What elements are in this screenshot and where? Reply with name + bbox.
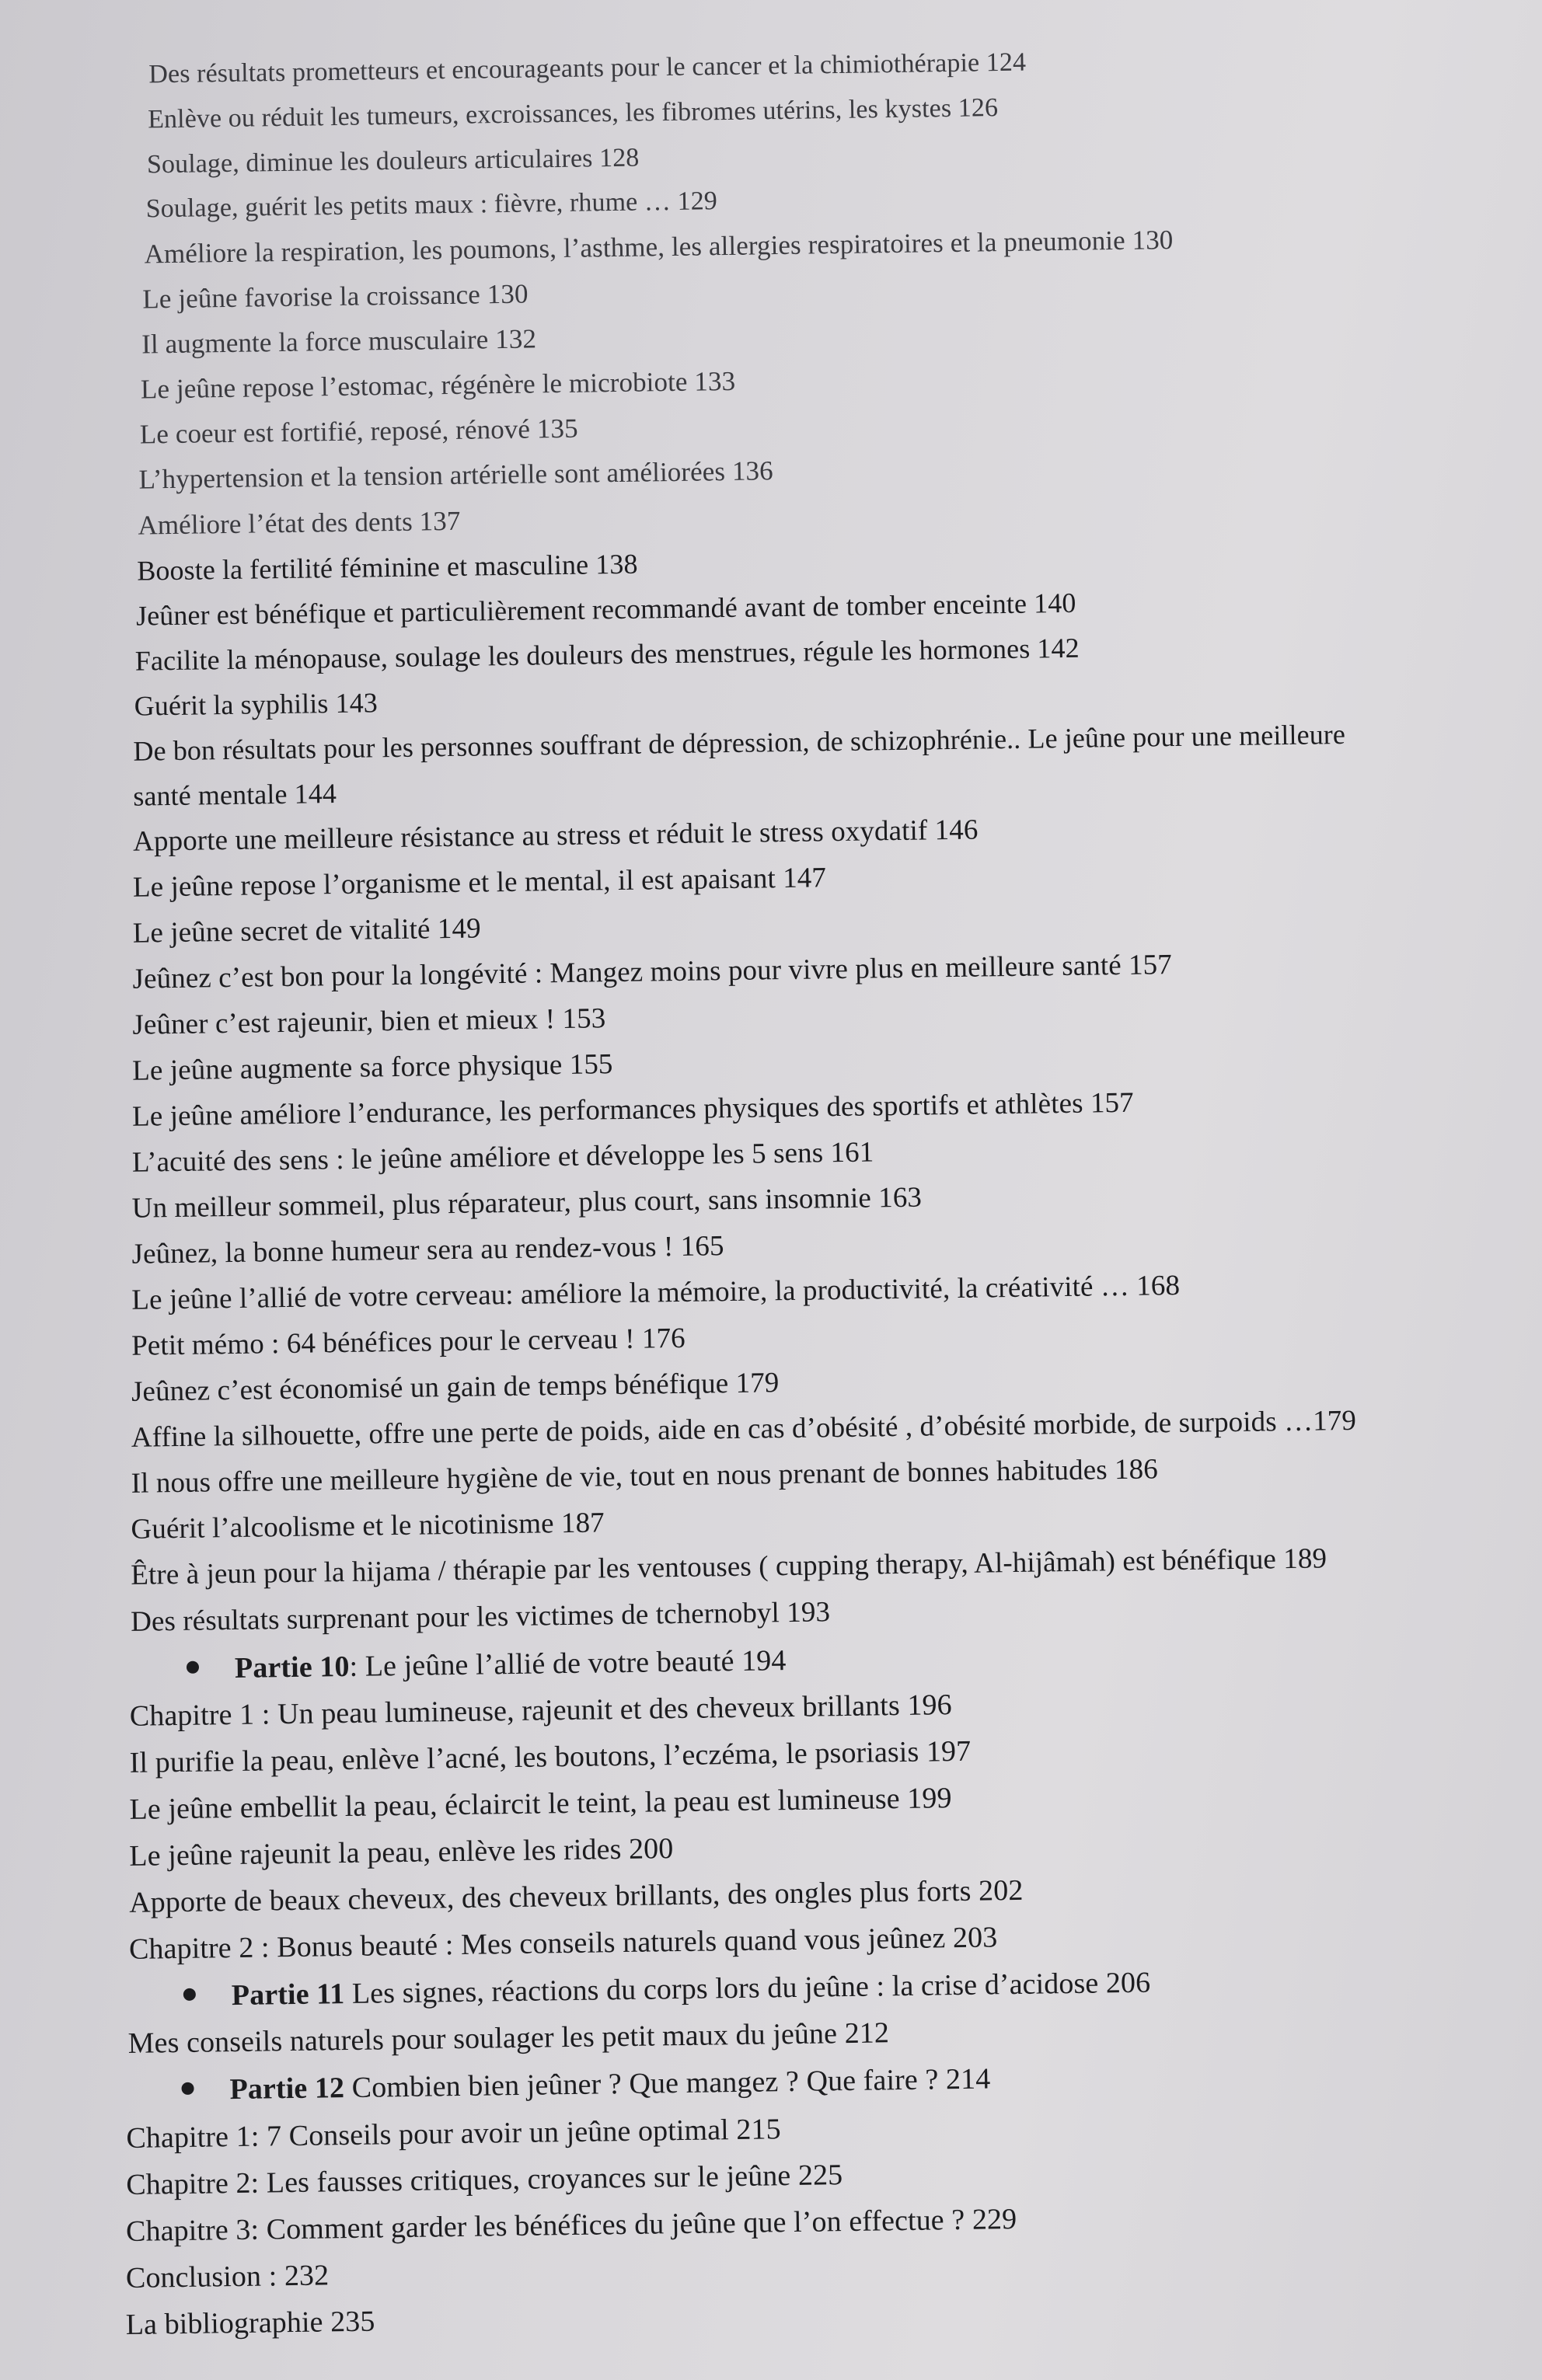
toc-entry: L’acuité des sens : le jeûne améliore et développe les 5 sens 161: [131, 1136, 874, 1179]
toc-entry: Apporte une meilleure résistance au stress et réduit le stress oxydatif 146: [132, 814, 979, 858]
toc-entry: Guérit l’alcoolisme et le nicotinisme 187: [131, 1507, 605, 1545]
bullet-icon: [187, 1661, 199, 1674]
toc-entry: De bon résultats pour les personnes souffrant de dépression, de schizophrénie.. Le jeûne pour une meilleure: [133, 718, 1346, 767]
toc-entry: Un meilleur sommeil, plus réparateur, plus court, sans insomnie 163: [131, 1181, 923, 1225]
toc-entry: Jeûnez c’est bon pour la longévité : Mangez moins pour vivre plus en meilleure santé 157: [132, 949, 1173, 995]
toc-entry: Facilite la ménopause, soulage les douleurs des menstrues, régule les hormones 142: [134, 632, 1080, 677]
toc-entry: Il purifie la peau, enlève l’acné, les boutons, l’eczéma, le psoriasis 197: [129, 1734, 972, 1779]
toc-entry: Chapitre 3: Comment garder les bénéfices du jeûne que l’on effectue ? 229: [125, 2203, 1017, 2249]
toc-entry: Il nous offre une meilleure hygiène de vie, tout en nous prenant de bonnes habitudes 186: [131, 1453, 1159, 1500]
toc-entry: Le jeûne repose l’organisme et le mental, il est apaisant 147: [132, 862, 827, 904]
toc-entry: Le jeûne secret de vitalité 149: [132, 912, 481, 950]
toc-entry: Le jeûne embellit la peau, éclaircit le teint, la peau est lumineuse 199: [129, 1782, 952, 1826]
toc-entry: Chapitre 1 : Un peau lumineuse, rajeunit et des cheveux brillants 196: [129, 1688, 953, 1733]
toc-entry: Le jeûne l’allié de votre cerveau: améliore la mémoire, la productivité, la créativité … 168: [131, 1269, 1181, 1316]
toc-entry: Booste la fertilité féminine et masculine 138: [136, 548, 638, 587]
toc-entry: Être à jeun pour la hijama / thérapie par les ventouses ( cupping therapy, Al-hijâmah) est bénéfique 189: [131, 1542, 1327, 1591]
part-title: Combien bien jeûner ? Que mangez ? Que faire ? 214: [344, 2062, 991, 2105]
part-title: Les signes, réactions du corps lors du jeûne : la crise d’acidose 206: [344, 1966, 1151, 2011]
toc-part-11: [183, 1968, 1151, 2011]
toc-entry: Jeûner c’est rajeunir, bien et mieux ! 153: [132, 1002, 606, 1041]
toc-entry: Il augmente la force musculaire 132: [141, 323, 537, 360]
toc-entry: Apporte de beaux cheveux, des cheveux brillants, des ongles plus forts 202: [128, 1873, 1024, 1919]
toc-entry: Le jeûne améliore l’endurance, les performances physiques des sportifs et athlètes 157: [131, 1086, 1134, 1133]
toc-entry: Le coeur est fortifié, reposé, rénové 135: [139, 413, 578, 450]
toc-entry: Des résultats prometteurs et encourageants pour le cancer et la chimiothérapie 124: [148, 47, 1027, 89]
part-label: Partie 10: [234, 1650, 350, 1685]
toc-entry: Soulage, diminue les douleurs articulaires 128: [146, 143, 640, 179]
toc-entry: Soulage, guérit les petits maux : fièvre, rhume … 129: [145, 186, 718, 224]
toc-entry: La bibliographie 235: [125, 2305, 375, 2342]
toc-entry: Améliore l’état des dents 137: [138, 505, 461, 541]
toc-entry: Jeûnez, la bonne humeur sera au rendez-vous ! 165: [131, 1230, 724, 1270]
toc-entry: Jeûnez c’est économisé un gain de temps bénéfique 179: [131, 1367, 780, 1408]
toc-entry: Affine la silhouette, offre une perte de poids, aide en cas d’obésité , d’obésité morbide, de surpoids …179: [131, 1404, 1357, 1454]
bullet-icon: [183, 1988, 196, 2001]
toc-entry: santé mentale 144: [133, 778, 337, 812]
toc-entry: Chapitre 2 : Bonus beauté : Mes conseils naturels quand vous jeûnez 203: [128, 1921, 998, 1966]
part-label: Partie 12: [229, 2072, 345, 2106]
toc-entry: Conclusion : 232: [125, 2259, 330, 2295]
part-title: : Le jeûne l’allié de votre beauté 194: [349, 1644, 787, 1683]
toc-part-10: [187, 1646, 787, 1684]
toc-entry: Le jeûne favorise la croissance 130: [142, 278, 529, 315]
toc-entry: Le jeûne augmente sa force physique 155: [131, 1048, 613, 1087]
toc-entry: Des résultats surprenant pour les victimes de tchernobyl 193: [130, 1596, 831, 1638]
toc-entry: Mes conseils naturels pour soulager les petit maux du jeûne 212: [127, 2016, 890, 2060]
bullet-icon: [181, 2082, 194, 2095]
toc-entry: Chapitre 2: Les fausses critiques, croyances sur le jeûne 225: [125, 2159, 843, 2202]
part-label: Partie 11: [231, 1978, 345, 2012]
toc-entry: Le jeûne repose l’estomac, régénère le microbiote 133: [140, 365, 736, 405]
toc-entry: Le jeûne rajeunit la peau, enlève les rides 200: [129, 1832, 674, 1873]
toc-entry: Améliore la respiration, les poumons, l’asthme, les allergies respiratoires et la pneumonie 130: [144, 224, 1174, 270]
toc-entry: Jeûner est bénéfique et particulièrement recommandé avant de tomber enceinte 140: [135, 587, 1076, 632]
toc-entry: Guérit la syphilis 143: [134, 687, 379, 722]
toc-entry: Enlève ou réduit les tumeurs, excroissances, les fibromes utérins, les kystes 126: [147, 93, 999, 134]
toc-part-12: [181, 2064, 990, 2105]
toc-entry: L’hypertension et la tension artérielle sont améliorées 136: [138, 455, 773, 495]
toc-entry: Petit mémo : 64 bénéfices pour le cerveau ! 176: [131, 1322, 686, 1362]
toc-entry: Chapitre 1: 7 Conseils pour avoir un jeûne optimal 215: [126, 2113, 781, 2155]
